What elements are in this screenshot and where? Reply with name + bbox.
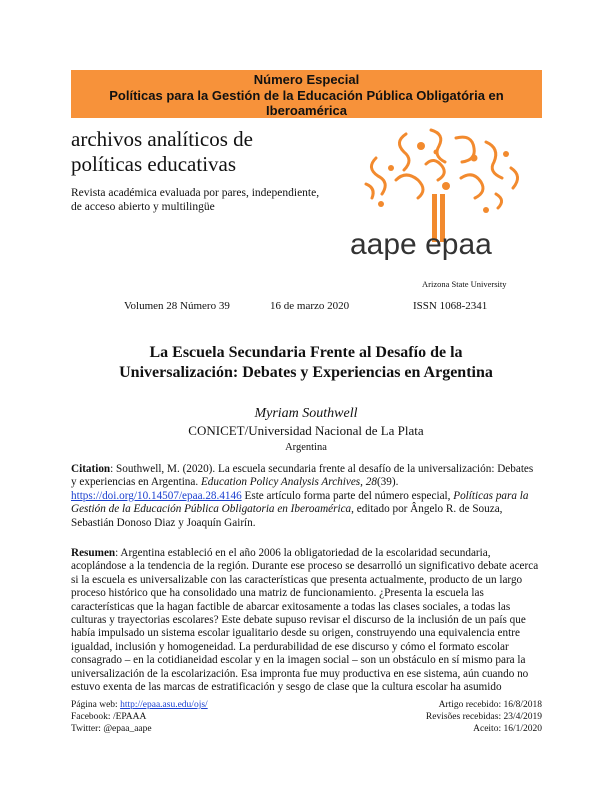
journal-tagline: [71, 186, 319, 214]
web-line: [71, 699, 208, 711]
citation-journal: Education Policy Analysis Archives, 28: [200, 476, 377, 489]
author-country: Argentina: [285, 442, 327, 453]
banner-line2: Políticas para la Gestión de la Educación Pública Obligatória en Iberoamérica: [109, 87, 504, 118]
volume-number: Volumen 28 Número 39: [124, 300, 230, 312]
citation-paragraph: [71, 463, 541, 530]
title-line2: Universalización: Debates y Experiencias en Argentina: [119, 364, 493, 381]
citation-label: Citation: [71, 463, 111, 475]
accepted-date: Aceito: 16/1/2020: [473, 724, 542, 734]
journal-name-line1: archivos analíticos de: [71, 127, 253, 151]
citation-text3: , editado por Ângelo R. de Souza, Sebastián Donoso Diaz y Joaquín Gairín.: [71, 503, 503, 529]
footer-left: [71, 699, 208, 735]
issue-date: 16 de marzo 2020: [270, 300, 350, 312]
revised-date: Revisões recebidas: 23/4/2019: [425, 712, 542, 722]
abstract-paragraph: [71, 547, 541, 694]
abstract-label: Resumen: [71, 547, 116, 559]
footer-right: [426, 699, 542, 735]
article-title: [80, 343, 532, 383]
web-label: Página web:: [71, 700, 121, 710]
author-name: Myriam Southwell: [254, 406, 358, 421]
special-issue-banner: [71, 70, 542, 118]
issn: ISSN 1068-2341: [413, 300, 488, 312]
received-date: Artigo recebido: 16/8/2018: [438, 700, 542, 710]
author-affiliation: CONICET/Universidad Nacional de La Plata: [188, 423, 424, 438]
journal-name-line2: políticas educativas: [71, 152, 237, 176]
citation-text1: : Southwell, M. (2020). La escuela secundaria frente al desafío de la universalización: Debates y experiencias en Argentina.: [71, 463, 534, 489]
citation-text2: Este artículo forma parte del número especial,: [241, 489, 454, 502]
website-link[interactable]: http://epaa.asu.edu/ojs/: [120, 700, 208, 710]
tree-logo-icon: [336, 124, 546, 242]
abstract-text: : Argentina estableció en el año 2006 la obligatoriedad de la escolaridad secundaria, acoplándose a la tendencia de la región. Durante ese proceso se desarrolló un significativo debate acerca si la escuela es universalizable con las características que presenta actualmente, producto de un largo proceso histórico que ha consolidado una matriz de funcionamiento. ¿Presenta la escuela las características que la hagan factible de abarcar exitosamente a todas las clases sociales, a todas las culturas y trayectorias escolares? Este debate supuso revisar el discurso de la inclusión de un país que había impulsado un sistema escolar igualitario desde su origen, construyendo una equivalencia entre igualdad, inclusión y homogeneidad. La perdurabilidad de ese discurso y cómo el formato escolar consagrado – en la cotidianeidad escolar y en la imagen social – son un obstáculo en sí mismo para la universalización de la escolarización. Esa impronta fue muy productiva en ese sistema, aún cuando no estuvo exenta de las marcas de estratificación y sesgo de clase que la cultura escolar ha asumido: [71, 547, 539, 694]
title-line1: La Escuela Secundaria Frente al Desafío de la: [149, 344, 463, 361]
doi-link[interactable]: https://doi.org/10.14507/epaa.28.4146: [71, 489, 242, 502]
university-name: Arizona State University: [422, 279, 507, 289]
citation-issue: (39).: [376, 476, 399, 489]
twitter-handle: Twitter: @epaa_aape: [71, 724, 152, 734]
facebook-handle: Facebook: /EPAAA: [71, 712, 147, 722]
aape-epaa-logo: aape epaa: [350, 228, 492, 261]
tagline-line1: Revista académica evaluada por pares, independiente,: [71, 187, 320, 199]
banner-line1: Número Especial: [253, 72, 360, 87]
tagline-line2: de acceso abierto y multilingüe: [71, 201, 215, 213]
special-issue-title: Políticas para la Gestión de la Educación Pública Obligatoria en Iberoamérica: [71, 489, 529, 516]
